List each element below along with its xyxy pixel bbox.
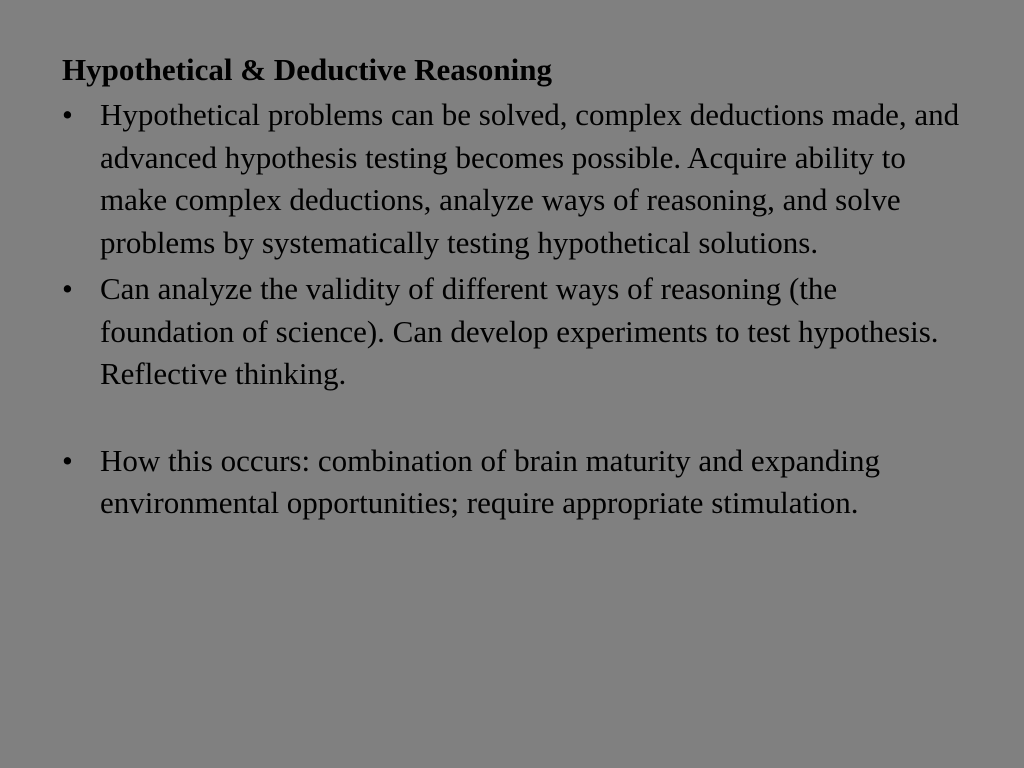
slide-content (62, 50, 962, 529)
bullet-item-how-this-occurs (62, 440, 962, 525)
bullet-text: How this occurs: combination of brain maturity and expanding environmental opportunities; require appropriate stimulation. (100, 442, 880, 520)
bullet-icon: • (62, 97, 73, 132)
bullet-item-hypothetical-problems (62, 94, 962, 264)
bullet-list (62, 94, 962, 525)
bullet-icon: • (62, 442, 73, 478)
bullet-icon: • (62, 271, 73, 306)
bullet-text: Can analyze the validity of different ways of reasoning (the foundation of science). Can develop experiments to test hypothesis. Reflective thinking. (100, 271, 939, 391)
slide-heading: Hypothetical & Deductive Reasoning (62, 52, 552, 87)
bullet-item-analyze-validity (62, 268, 962, 396)
bullet-text: Hypothetical problems can be solved, complex deductions made, and advanced hypothesis testing becomes possible. Acquire ability to make complex deductions, analyze ways of reasoning, and solve problems by systematically testing hypothetical solutions. (100, 97, 960, 260)
